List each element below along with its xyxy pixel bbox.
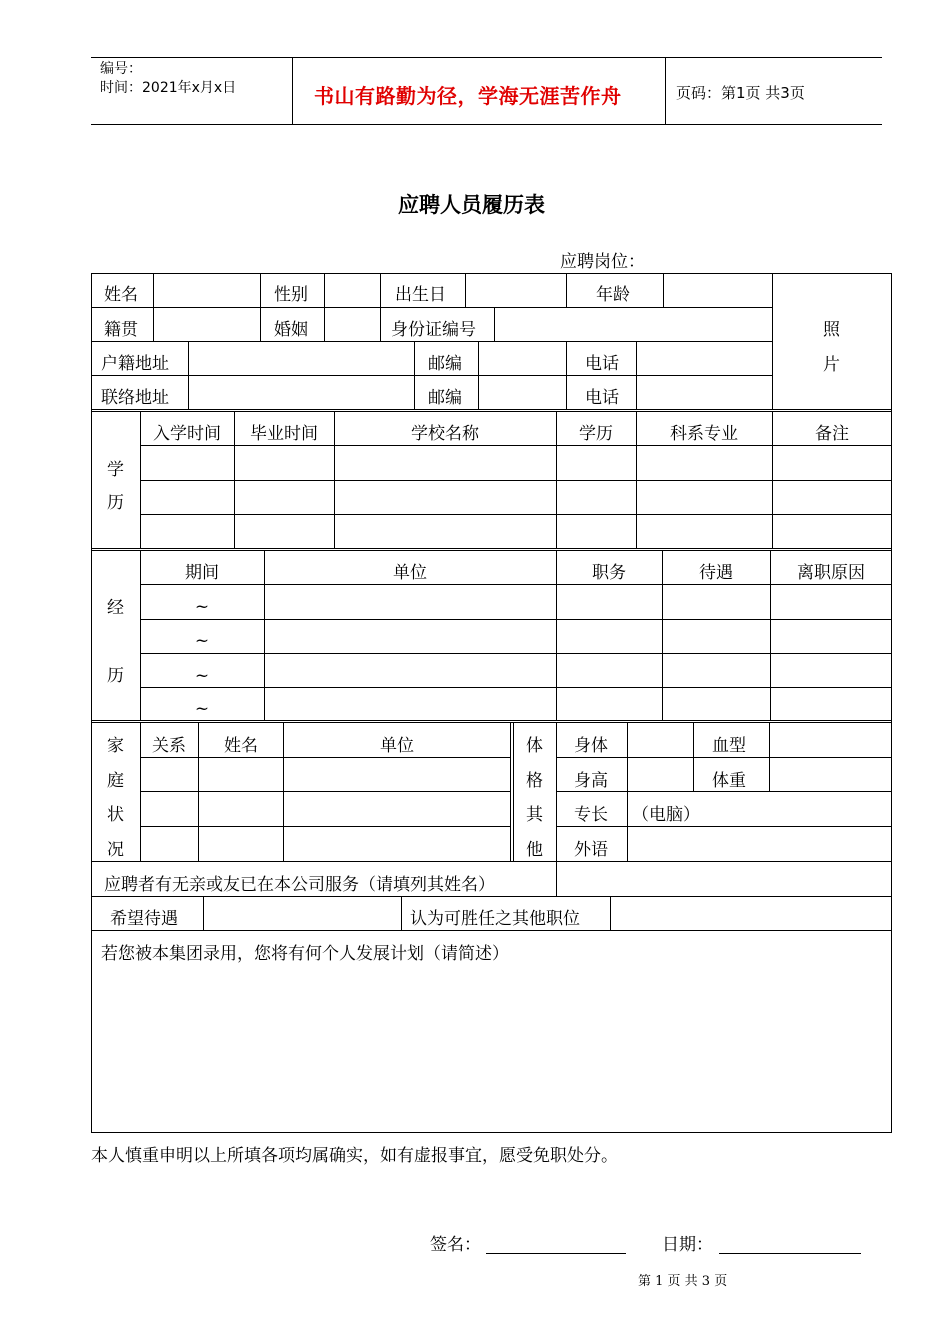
edu-header-school: 学校名称: [411, 424, 479, 444]
development-plan-label: 若您被本集团录用，您将有何个人发展计划（请简述）: [101, 944, 509, 964]
label-gender: 性别: [274, 285, 308, 305]
label-native: 籍贯: [104, 320, 138, 340]
date-label: 日期：: [662, 1235, 713, 1255]
page-title: 应聘人员履历表: [398, 192, 545, 217]
label-phone-1: 电话: [585, 354, 619, 374]
label-computer: （电脑）: [632, 805, 700, 825]
family-side-1: 家: [107, 736, 124, 756]
edu-header-notes: 备注: [815, 424, 849, 444]
label-id-number: 身份证编号: [391, 320, 476, 340]
doc-number-label: 编号：: [100, 61, 142, 77]
physical-side-3: 其: [526, 805, 543, 825]
declaration-text: 本人慎重申明以上所填各项均属确实，如有虚报事宜，愿受免职处分。: [91, 1146, 618, 1166]
label-specialty: 专长: [574, 805, 608, 825]
label-birth: 出生日: [395, 285, 446, 305]
experience-side-1: 经: [107, 598, 124, 618]
label-age: 年龄: [596, 285, 630, 305]
exp-header-unit: 单位: [393, 563, 427, 583]
family-header-unit: 单位: [380, 736, 414, 756]
photo-label-2: 片: [823, 355, 840, 375]
label-phone-2: 电话: [585, 388, 619, 408]
family-side-2: 庭: [107, 771, 124, 791]
label-height: 身高: [574, 771, 608, 791]
header-page-code: 页码：第1页 共3页: [676, 84, 805, 102]
physical-side-1: 体: [526, 736, 543, 756]
exp-header-leave-reason: 离职原因: [797, 563, 865, 583]
label-postcode-1: 邮编: [428, 354, 462, 374]
other-positions-label: 认为可胜任之其他职位: [410, 909, 580, 929]
edu-header-graduate: 毕业时间: [250, 424, 318, 444]
education-side-2: 历: [107, 493, 124, 513]
exp-header-pay: 待遇: [699, 563, 733, 583]
period-mark: ~: [194, 699, 210, 719]
signature-line: [486, 1253, 626, 1254]
expected-pay-label: 希望待遇: [110, 909, 178, 929]
edu-header-degree: 学历: [579, 424, 613, 444]
family-side-4: 况: [107, 840, 124, 860]
label-language: 外语: [574, 840, 608, 860]
label-blood-type: 血型: [712, 736, 746, 756]
exp-header-title: 职务: [592, 563, 626, 583]
relatives-label: 应聘者有无亲或友已在本公司服务（请填列其姓名）: [104, 875, 495, 895]
header-motto: 书山有路勤为径，学海无涯苦作舟: [314, 84, 622, 108]
label-weight: 体重: [712, 771, 746, 791]
position-label: 应聘岗位：: [560, 252, 645, 272]
physical-side-4: 他: [526, 840, 543, 860]
page-footer: 第 1 页 共 3 页: [638, 1274, 728, 1289]
date-line: [719, 1253, 861, 1254]
physical-side-2: 格: [526, 771, 543, 791]
label-body: 身体: [574, 736, 608, 756]
label-marriage: 婚姻: [274, 320, 308, 340]
period-mark: ~: [194, 631, 210, 651]
period-mark: ~: [194, 666, 210, 686]
family-header-name: 姓名: [224, 736, 258, 756]
photo-label-1: 照: [823, 320, 840, 340]
family-side-3: 状: [107, 805, 124, 825]
experience-side-2: 历: [107, 666, 124, 686]
edu-header-major: 科系专业: [670, 424, 738, 444]
label-name: 姓名: [104, 285, 138, 305]
signature-label: 签名：: [430, 1235, 481, 1255]
education-side-1: 学: [107, 460, 124, 480]
doc-time: 时间：2021年x月x日: [100, 80, 237, 96]
exp-header-period: 期间: [185, 563, 219, 583]
edu-header-enroll: 入学时间: [153, 424, 221, 444]
label-contact-address: 联络地址: [101, 388, 169, 408]
label-household-address: 户籍地址: [101, 354, 169, 374]
family-header-relation: 关系: [152, 736, 186, 756]
period-mark: ~: [194, 597, 210, 617]
label-postcode-2: 邮编: [428, 388, 462, 408]
